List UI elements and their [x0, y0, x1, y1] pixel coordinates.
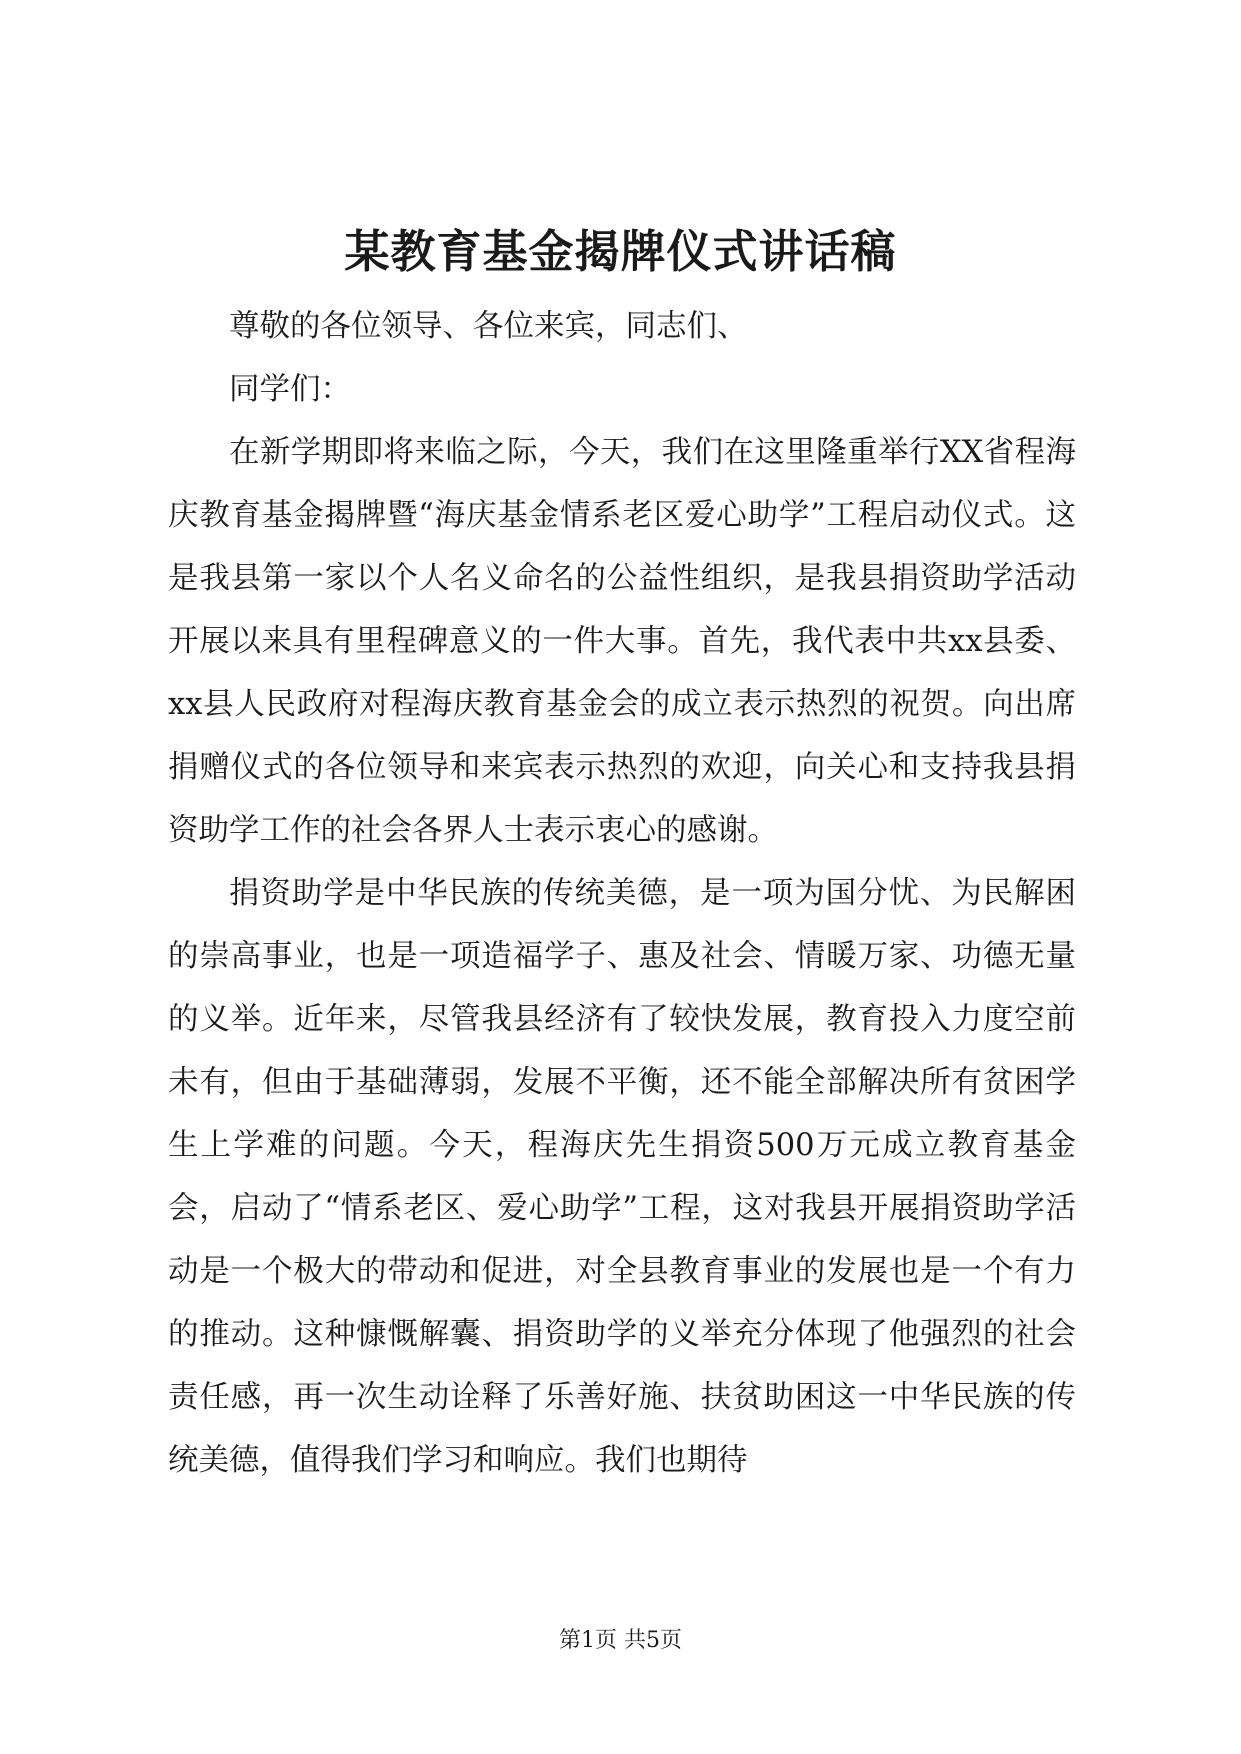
- salutation-line-1: 尊敬的各位领导、各位来宾，同志们、: [229, 309, 748, 344]
- page-footer: [0, 1626, 1241, 1656]
- body-paragraph: 捐资助学是中华民族的传统美德，是一项为国分忧、为民解困的崇高事业，也是一项造福学子、惠及社会、情暖万家、功德无量的义举。近年来，尽管我县经济有了较快发展，教育投入力度空前未有，但由于基础薄弱，发展不平衡，还不能全部解决所有贫困学生上学难的问题。今天，程海庆先生捐资500万元成立教育基金会，启动了“情系老区、爱心助学”工程，这对我县开展捐资助学活动是一个极大的带动和促进，对全县教育事业的发展也是一个有力的推动。这种慷慨解囊、捐资助学的义举充分体现了他强烈的社会责任感，再一次生动诠释了乐善好施、扶贫助困这一中华民族的传统美德，值得我们学习和响应。我们也期待: [168, 876, 1076, 1478]
- body-paragraph: 在新学期即将来临之际，今天，我们在这里隆重举行XX省程海庆教育基金揭牌暨“海庆基金情系老区爱心助学”工程启动仪式。这是我县第一家以个人名义命名的公益性组织，是我县捐资助学活动开展以来具有里程碑意义的一件大事。首先，我代表中共xx县委、xx县人民政府对程海庆教育基金会的成立表示热烈的祝贺。向出席捐赠仪式的各位领导和来宾表示热烈的欢迎，向关心和支持我县捐资助学工作的社会各界人士表示衷心的感谢。: [168, 435, 1076, 848]
- salutation-line-2: 同学们：: [229, 372, 351, 407]
- page-indicator: 第1页 共5页: [559, 1628, 682, 1653]
- document-title: 某教育基金揭牌仪式讲话稿: [344, 225, 897, 278]
- document-body: [168, 295, 1076, 1492]
